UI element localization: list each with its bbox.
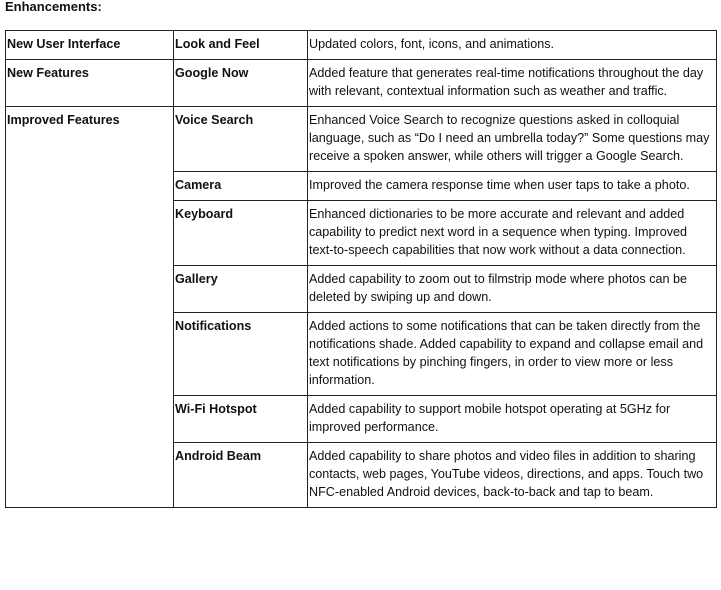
group-cell: New User Interface xyxy=(6,31,174,60)
feature-cell: Camera xyxy=(174,172,308,201)
description-cell: Updated colors, font, icons, and animations. xyxy=(308,31,717,60)
description-cell: Added capability to support mobile hotspot operating at 5GHz for improved performance. xyxy=(308,396,717,443)
section-heading: Enhancements: xyxy=(5,0,102,14)
table-row xyxy=(6,201,717,266)
table-row xyxy=(6,107,717,172)
feature-cell: Voice Search xyxy=(174,107,308,172)
description-cell: Added capability to zoom out to filmstrip mode where photos can be deleted by swiping up and down. xyxy=(308,266,717,313)
feature-cell: Android Beam xyxy=(174,443,308,508)
description-cell: Enhanced dictionaries to be more accurate and relevant and added capability to predict next word in a sequence when typing. Improved text-to-speech capabilities that now work without a data connection. xyxy=(308,201,717,266)
table-row xyxy=(6,31,717,60)
description-cell: Added feature that generates real-time notifications throughout the day with relevant, contextual information such as weather and traffic. xyxy=(308,60,717,107)
group-cell xyxy=(6,201,174,266)
table-row xyxy=(6,172,717,201)
enhancements-table xyxy=(5,30,717,508)
description-cell: Added capability to share photos and video files in addition to sharing contacts, web pages, YouTube videos, directions, and apps. Touch two NFC-enabled Android devices, back-to-back and tap to beam. xyxy=(308,443,717,508)
feature-cell: Google Now xyxy=(174,60,308,107)
feature-cell: Gallery xyxy=(174,266,308,313)
group-cell xyxy=(6,172,174,201)
group-cell: Improved Features xyxy=(6,107,174,172)
feature-cell: Look and Feel xyxy=(174,31,308,60)
description-cell: Improved the camera response time when user taps to take a photo. xyxy=(308,172,717,201)
group-cell: New Features xyxy=(6,60,174,107)
feature-cell: Notifications xyxy=(174,313,308,396)
description-cell: Added actions to some notifications that can be taken directly from the notifications shade. Added capability to expand and collapse email and text notifications by pinching fingers, in order to view more or less information. xyxy=(308,313,717,396)
description-cell: Enhanced Voice Search to recognize questions asked in colloquial language, such as “Do I need an umbrella today?” Some questions may receive a spoken answer, while others will trigger a Google Search. xyxy=(308,107,717,172)
table-row xyxy=(6,313,717,396)
group-cell xyxy=(6,396,174,443)
group-cell xyxy=(6,266,174,313)
table-row xyxy=(6,396,717,443)
table-row xyxy=(6,60,717,107)
table-row xyxy=(6,443,717,508)
group-cell xyxy=(6,313,174,396)
feature-cell: Keyboard xyxy=(174,201,308,266)
feature-cell: Wi-Fi Hotspot xyxy=(174,396,308,443)
group-cell xyxy=(6,443,174,508)
table-row xyxy=(6,266,717,313)
